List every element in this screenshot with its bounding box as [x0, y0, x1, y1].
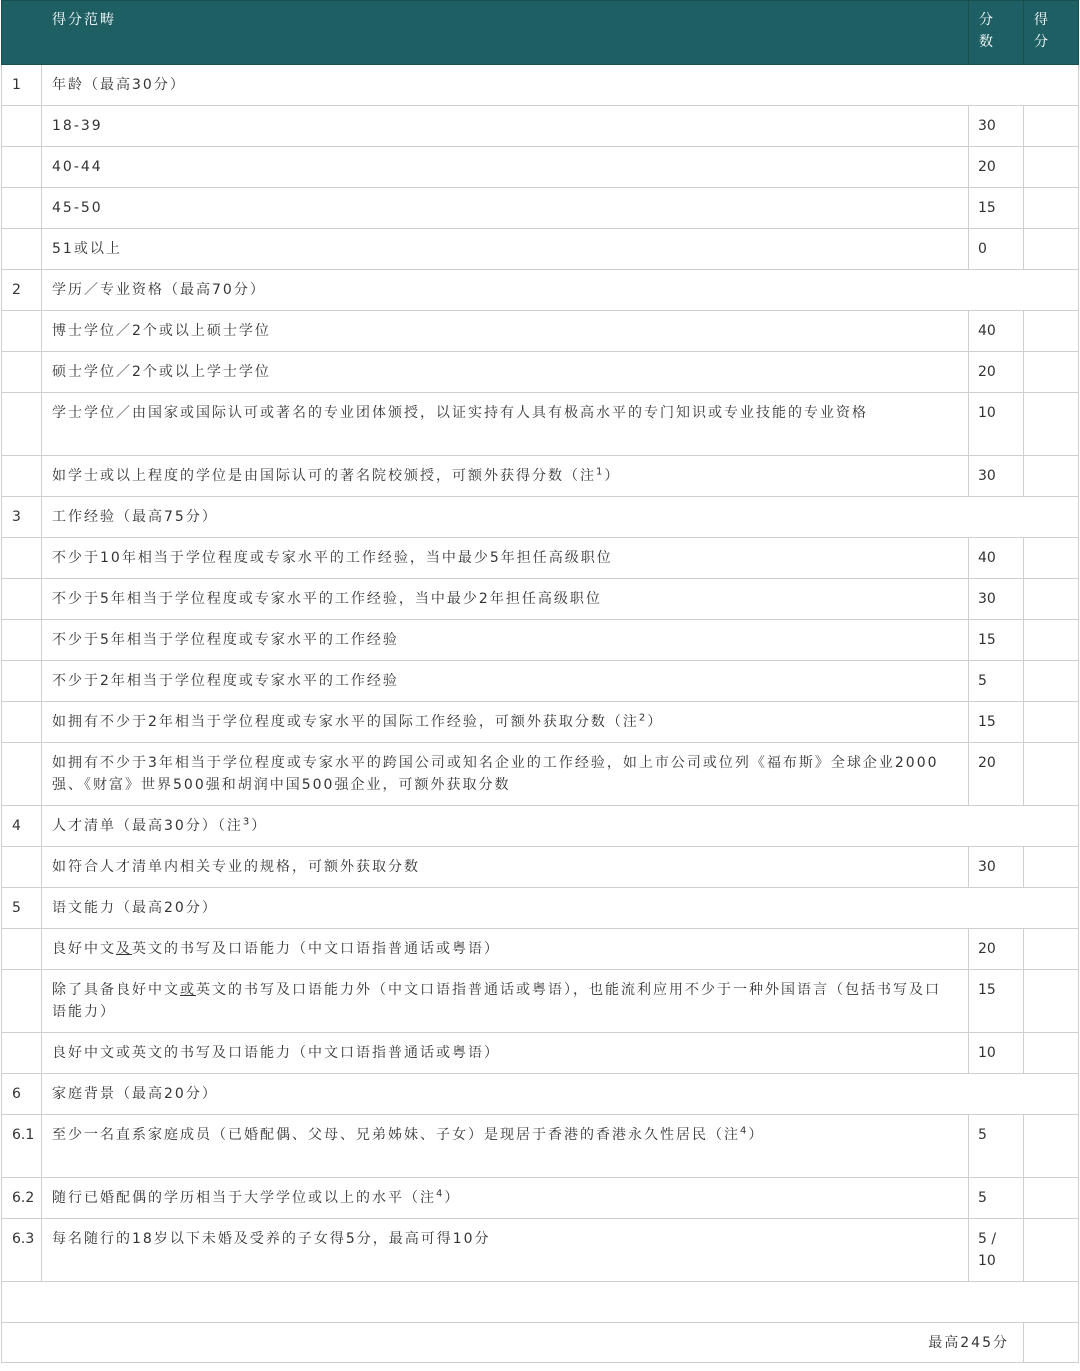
criterion-text: 博士学位／2个或以上硕士学位 [42, 311, 969, 352]
table-row [2, 702, 1079, 743]
section-title: 年龄（最高30分） [42, 65, 1079, 106]
row-number [2, 311, 42, 352]
points-value: 40 [969, 538, 1024, 579]
criterion-text: 良好中文及英文的书写及口语能力（中文口语指普通话或粤语） [42, 929, 969, 970]
score-cell [1024, 620, 1079, 661]
score-cell [1024, 188, 1079, 229]
points-value: 10 [969, 1033, 1024, 1074]
row-number [2, 661, 42, 702]
score-cell [1024, 1033, 1079, 1074]
total-score-cell [1024, 1323, 1079, 1363]
row-number [2, 620, 42, 661]
score-cell [1024, 538, 1079, 579]
row-number [2, 929, 42, 970]
table-row [2, 393, 1079, 456]
row-number [2, 743, 42, 806]
section-row [2, 888, 1079, 929]
criterion-text: 硕士学位／2个或以上学士学位 [42, 352, 969, 393]
row-number [2, 352, 42, 393]
criterion-text: 除了具备良好中文或英文的书写及口语能力外（中文口语指普通话或粤语），也能流利应用不少于一种外国语言（包括书写及口语能力） [42, 970, 969, 1033]
points-value: 20 [969, 352, 1024, 393]
criterion-text: 学士学位／由国家或国际认可或著名的专业团体颁授，以证实持有人具有极高水平的专门知识或专业技能的专业资格 [42, 393, 969, 456]
criterion-text: 45-50 [42, 188, 969, 229]
table-row [2, 1115, 1079, 1178]
table-header [2, 1, 1079, 65]
points-value: 30 [969, 847, 1024, 888]
table-row [2, 970, 1079, 1033]
row-number [2, 147, 42, 188]
underlined-word: 或 [180, 982, 196, 998]
blank-cell [2, 1282, 1079, 1323]
points-value: 15 [969, 702, 1024, 743]
score-cell [1024, 970, 1079, 1033]
row-number [2, 106, 42, 147]
row-number [2, 188, 42, 229]
table-row [2, 311, 1079, 352]
table-row [2, 1033, 1079, 1074]
row-number: 6.2 [2, 1178, 42, 1219]
row-number: 6.3 [2, 1219, 42, 1282]
score-cell [1024, 106, 1079, 147]
points-value: 15 [969, 620, 1024, 661]
section-title: 语文能力（最高20分） [42, 888, 1079, 929]
score-cell [1024, 352, 1079, 393]
row-number: 6 [2, 1074, 42, 1115]
table-row [2, 106, 1079, 147]
criterion-text: 不少于10年相当于学位程度或专家水平的工作经验，当中最少5年担任高级职位 [42, 538, 969, 579]
table-row [2, 579, 1079, 620]
points-value: 5 / 10 [969, 1219, 1024, 1282]
table-row [2, 1219, 1079, 1282]
row-number: 6.1 [2, 1115, 42, 1178]
blank-row [2, 1282, 1079, 1323]
score-cell [1024, 1115, 1079, 1178]
table-row [2, 229, 1079, 270]
section-title: 家庭背景（最高20分） [42, 1074, 1079, 1115]
underlined-word: 及 [116, 941, 132, 957]
table-row [2, 661, 1079, 702]
points-table [1, 0, 1079, 1363]
note-ref: 3 [242, 816, 252, 828]
points-value: 40 [969, 311, 1024, 352]
row-number [2, 702, 42, 743]
total-label: 最高245分 [2, 1323, 1024, 1363]
table-row [2, 456, 1079, 497]
row-number [2, 1033, 42, 1074]
header-points: 分数 [969, 1, 1024, 65]
row-number [2, 393, 42, 456]
points-value: 30 [969, 456, 1024, 497]
section-row [2, 65, 1079, 106]
criterion-text: 每名随行的18岁以下未婚及受养的子女得5分，最高可得10分 [42, 1219, 969, 1282]
section-title: 工作经验（最高75分） [42, 497, 1079, 538]
row-number [2, 538, 42, 579]
score-cell [1024, 1219, 1079, 1282]
note-ref: 4 [436, 1188, 445, 1200]
score-cell [1024, 311, 1079, 352]
points-value: 20 [969, 929, 1024, 970]
table-row [2, 847, 1079, 888]
points-value: 15 [969, 970, 1024, 1033]
section-title: 学历／专业资格（最高70分） [42, 270, 1079, 311]
criterion-text: 随行已婚配偶的学历相当于大学学位或以上的水平（注$^4$） [42, 1178, 969, 1219]
row-number [2, 229, 42, 270]
note-ref: 4 [740, 1125, 749, 1137]
criterion-text: 不少于5年相当于学位程度或专家水平的工作经验 [42, 620, 969, 661]
row-number [2, 579, 42, 620]
score-cell [1024, 702, 1079, 743]
score-cell [1024, 579, 1079, 620]
criterion-text: 51或以上 [42, 229, 969, 270]
criterion-text: 良好中文或英文的书写及口语能力（中文口语指普通话或粤语） [42, 1033, 969, 1074]
points-value: 30 [969, 579, 1024, 620]
criterion-text: 不少于2年相当于学位程度或专家水平的工作经验 [42, 661, 969, 702]
criterion-text: 40-44 [42, 147, 969, 188]
points-value: 20 [969, 147, 1024, 188]
table-row [2, 188, 1079, 229]
table-row [2, 743, 1079, 806]
criterion-text: 如拥有不少于2年相当于学位程度或专家水平的国际工作经验，可额外获取分数（注$^2$） [42, 702, 969, 743]
section-row [2, 497, 1079, 538]
criterion-text: 如符合人才清单内相关专业的规格，可额外获取分数 [42, 847, 969, 888]
score-cell [1024, 743, 1079, 806]
row-number: 2 [2, 270, 42, 311]
points-value: 20 [969, 743, 1024, 806]
table-body [2, 65, 1079, 1363]
section-title: 人才清单（最高30分）（注$^3$） [42, 806, 1079, 847]
points-value: 5 [969, 1178, 1024, 1219]
table-row [2, 352, 1079, 393]
header-category: 得分范畴 [2, 1, 969, 65]
score-cell [1024, 1178, 1079, 1219]
table-row [2, 929, 1079, 970]
score-cell [1024, 229, 1079, 270]
table-row [2, 147, 1079, 188]
row-number: 4 [2, 806, 42, 847]
row-number [2, 456, 42, 497]
criterion-text: 如拥有不少于3年相当于学位程度或专家水平的跨国公司或知名企业的工作经验，如上市公司或位列《福布斯》全球企业2000强、《财富》世界500强和胡润中国500强企业，可额外获取分数 [42, 743, 969, 806]
score-cell [1024, 929, 1079, 970]
table-row [2, 538, 1079, 579]
points-value: 30 [969, 106, 1024, 147]
header-score: 得分 [1024, 1, 1079, 65]
note-ref: 2 [638, 712, 648, 724]
score-cell [1024, 147, 1079, 188]
row-number [2, 970, 42, 1033]
criterion-text: 如学士或以上程度的学位是由国际认可的著名院校颁授，可额外获得分数（注$^1$） [42, 456, 969, 497]
section-row [2, 270, 1079, 311]
section-row [2, 806, 1079, 847]
criterion-text: 至少一名直系家庭成员（已婚配偶、父母、兄弟姊妹、子女）是现居于香港的香港永久性居民（注$^4$） [42, 1115, 969, 1178]
criterion-text: 不少于5年相当于学位程度或专家水平的工作经验，当中最少2年担任高级职位 [42, 579, 969, 620]
points-value: 5 [969, 661, 1024, 702]
row-number: 1 [2, 65, 42, 106]
score-cell [1024, 661, 1079, 702]
section-row [2, 1074, 1079, 1115]
score-cell [1024, 456, 1079, 497]
table-row [2, 1178, 1079, 1219]
row-number: 3 [2, 497, 42, 538]
score-cell [1024, 393, 1079, 456]
total-row [2, 1323, 1079, 1363]
points-value: 10 [969, 393, 1024, 456]
points-value: 15 [969, 188, 1024, 229]
table-row [2, 620, 1079, 661]
row-number [2, 847, 42, 888]
points-value: 0 [969, 229, 1024, 270]
score-cell [1024, 847, 1079, 888]
note-ref: 1 [596, 466, 605, 478]
criterion-text: 18-39 [42, 106, 969, 147]
row-number: 5 [2, 888, 42, 929]
points-value: 5 [969, 1115, 1024, 1178]
